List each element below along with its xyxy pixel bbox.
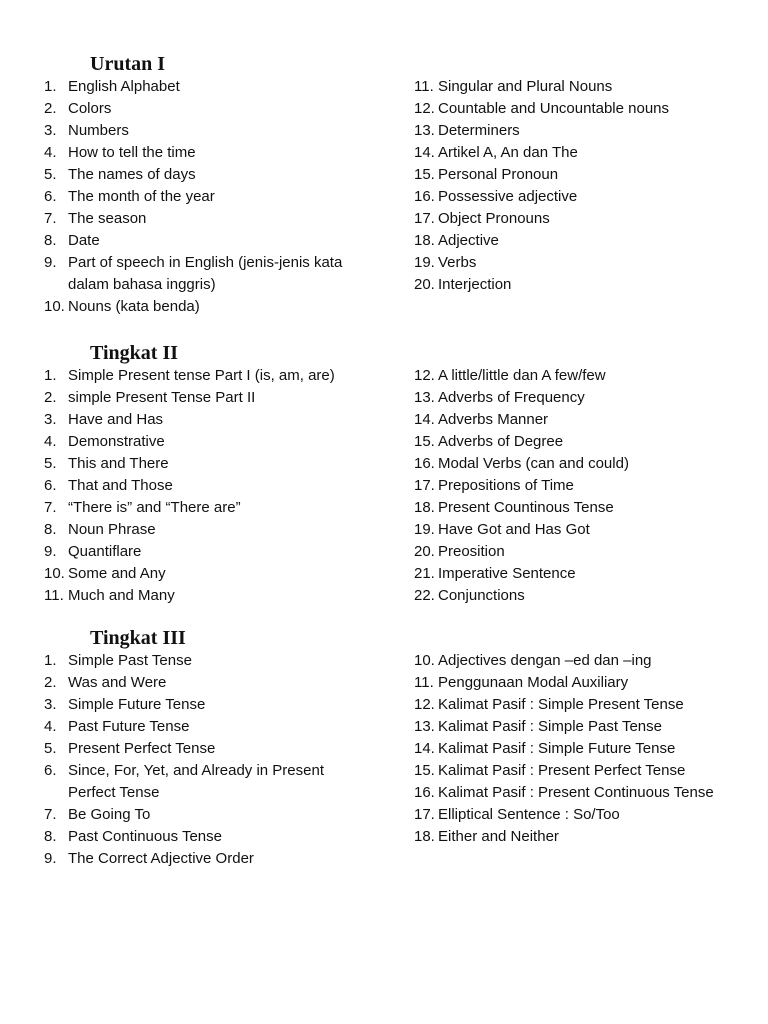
list-item: [44, 186, 374, 208]
item-number: 5.: [44, 166, 57, 183]
item-number: 11.: [414, 78, 434, 95]
item-number: 4.: [44, 144, 57, 161]
list-item: [414, 519, 764, 541]
topic-list-right: [414, 365, 764, 607]
item-text: Adverbs of Degree: [438, 433, 564, 450]
item-text: Part of speech in English (jenis-jenis kata dalam bahasa inggris): [68, 254, 343, 293]
list-item: [44, 98, 374, 120]
list-item: [44, 365, 374, 387]
item-number: 16.: [414, 455, 435, 472]
item-number: 20.: [414, 543, 435, 560]
item-number: 22.: [414, 587, 435, 604]
list-item: [414, 186, 764, 208]
item-text: Kalimat Pasif : Simple Past Tense: [438, 718, 662, 735]
item-text: Kalimat Pasif : Simple Present Tense: [438, 696, 684, 713]
list-item: [44, 541, 374, 563]
list-item: [44, 120, 374, 142]
item-text: Penggunaan Modal Auxiliary: [438, 674, 629, 691]
list-item: [414, 76, 764, 98]
item-text: Nouns (kata benda): [68, 298, 200, 315]
list-item: [44, 716, 374, 738]
item-text: Colors: [68, 100, 112, 117]
item-number: 10.: [44, 565, 65, 582]
item-text: Date: [68, 232, 100, 249]
item-text: Adverbs of Frequency: [438, 389, 585, 406]
item-number: 11.: [414, 674, 434, 691]
list-item: [44, 76, 374, 98]
list-item: [44, 738, 374, 760]
list-item: [44, 296, 374, 318]
item-text: Noun Phrase: [68, 521, 156, 538]
item-number: 14.: [414, 411, 435, 428]
item-text: Interjection: [438, 276, 512, 293]
item-text: Verbs: [438, 254, 477, 271]
item-number: 2.: [44, 100, 57, 117]
item-number: 15.: [414, 433, 435, 450]
item-text: Simple Future Tense: [68, 696, 206, 713]
list-item: [414, 142, 764, 164]
item-number: 17.: [414, 477, 435, 494]
item-text: Determiners: [438, 122, 520, 139]
section-title: Tingkat III: [90, 627, 186, 649]
item-text: Kalimat Pasif : Present Perfect Tense: [438, 762, 686, 779]
topic-list-left: [44, 365, 374, 607]
item-text: Have Got and Has Got: [438, 521, 590, 538]
list-item: [44, 519, 374, 541]
list-item: [44, 387, 374, 409]
item-number: 18.: [414, 232, 435, 249]
item-text: Since, For, Yet, and Already in Present Perfect Tense: [68, 762, 324, 801]
item-number: 6.: [44, 188, 57, 205]
item-number: 14.: [414, 740, 435, 757]
item-text: Imperative Sentence: [438, 565, 576, 582]
item-text: “There is” and “There are”: [68, 499, 241, 516]
list-item: [414, 98, 764, 120]
item-number: 7.: [44, 499, 57, 516]
topic-list-left: [44, 76, 374, 318]
list-item: [44, 142, 374, 164]
list-item: [414, 694, 764, 716]
item-text: Much and Many: [68, 587, 175, 604]
item-text: This and There: [68, 455, 169, 472]
topic-list-left: [44, 650, 374, 870]
list-item: [414, 563, 764, 585]
item-number: 8.: [44, 521, 57, 538]
item-text: Conjunctions: [438, 587, 525, 604]
list-item: [44, 848, 374, 870]
list-item: [414, 738, 764, 760]
item-number: 4.: [44, 433, 57, 450]
item-number: 8.: [44, 828, 57, 845]
item-number: 13.: [414, 122, 435, 139]
list-item: [44, 208, 374, 230]
list-item: [414, 650, 764, 672]
item-number: 6.: [44, 762, 57, 779]
item-text: Simple Past Tense: [68, 652, 192, 669]
item-number: 6.: [44, 477, 57, 494]
list-item: [414, 453, 764, 475]
list-item: [44, 760, 374, 804]
item-number: 11.: [44, 587, 64, 604]
item-number: 16.: [414, 784, 435, 801]
list-item: [414, 804, 764, 826]
list-item: [414, 585, 764, 607]
item-number: 12.: [414, 696, 435, 713]
list-item: [414, 274, 764, 296]
item-number: 8.: [44, 232, 57, 249]
item-text: Have and Has: [68, 411, 164, 428]
list-item: [414, 826, 764, 848]
item-number: 9.: [44, 850, 57, 867]
list-item: [414, 497, 764, 519]
item-text: English Alphabet: [68, 78, 180, 95]
list-item: [44, 650, 374, 672]
item-text: Either and Neither: [438, 828, 559, 845]
item-number: 9.: [44, 254, 57, 271]
item-text: The Correct Adjective Order: [68, 850, 254, 867]
item-text: Artikel A, An dan The: [438, 144, 578, 161]
list-item: [414, 409, 764, 431]
item-text: Simple Present tense Part I (is, am, are): [68, 367, 335, 384]
list-item: [44, 804, 374, 826]
list-item: [414, 230, 764, 252]
item-number: 7.: [44, 806, 57, 823]
item-text: Quantiflare: [68, 543, 142, 560]
item-text: Modal Verbs (can and could): [438, 455, 629, 472]
item-number: 1.: [44, 78, 57, 95]
item-number: 10.: [44, 298, 65, 315]
item-number: 1.: [44, 367, 57, 384]
item-text: Demonstrative: [68, 433, 165, 450]
item-text: Numbers: [68, 122, 129, 139]
item-number: 2.: [44, 674, 57, 691]
item-text: Singular and Plural Nouns: [438, 78, 613, 95]
item-text: That and Those: [68, 477, 173, 494]
item-number: 16.: [414, 188, 435, 205]
item-number: 5.: [44, 455, 57, 472]
list-item: [44, 585, 374, 607]
list-item: [44, 252, 374, 296]
list-item: [414, 120, 764, 142]
item-text: Some and Any: [68, 565, 166, 582]
list-item: [44, 563, 374, 585]
item-text: Object Pronouns: [438, 210, 550, 227]
topic-list-right: [414, 76, 764, 296]
item-number: 10.: [414, 652, 435, 669]
list-item: [414, 782, 764, 804]
item-text: Past Continuous Tense: [68, 828, 222, 845]
section-title: Urutan I: [90, 53, 166, 75]
item-text: The season: [68, 210, 147, 227]
item-number: 2.: [44, 389, 57, 406]
item-text: Kalimat Pasif : Present Continuous Tense: [438, 784, 714, 801]
item-text: Be Going To: [68, 806, 151, 823]
item-text: How to tell the time: [68, 144, 196, 161]
item-number: 14.: [414, 144, 435, 161]
item-number: 18.: [414, 499, 435, 516]
item-number: 13.: [414, 718, 435, 735]
list-item: [44, 672, 374, 694]
list-item: [44, 431, 374, 453]
list-item: [44, 475, 374, 497]
item-number: 19.: [414, 521, 435, 538]
list-item: [414, 672, 764, 694]
item-number: 21.: [414, 565, 435, 582]
item-text: Adjective: [438, 232, 499, 249]
item-number: 3.: [44, 122, 57, 139]
item-text: Preosition: [438, 543, 505, 560]
item-text: Possessive adjective: [438, 188, 578, 205]
item-number: 17.: [414, 210, 435, 227]
list-item: [44, 826, 374, 848]
topic-list-right: [414, 650, 764, 848]
item-text: The month of the year: [68, 188, 215, 205]
section-title: Tingkat II: [90, 342, 179, 364]
item-text: Prepositions of Time: [438, 477, 574, 494]
item-text: Countable and Uncountable nouns: [438, 100, 670, 117]
item-text: Was and Were: [68, 674, 167, 691]
list-item: [44, 230, 374, 252]
item-text: A little/little dan A few/few: [438, 367, 606, 384]
item-text: Past Future Tense: [68, 718, 190, 735]
item-number: 17.: [414, 806, 435, 823]
item-text: Present Countinous Tense: [438, 499, 614, 516]
item-text: Elliptical Sentence : So/Too: [438, 806, 620, 823]
list-item: [414, 387, 764, 409]
list-item: [414, 365, 764, 387]
item-number: 20.: [414, 276, 435, 293]
item-text: Adverbs Manner: [438, 411, 549, 428]
item-number: 15.: [414, 166, 435, 183]
item-text: The names of days: [68, 166, 196, 183]
list-item: [414, 164, 764, 186]
item-number: 3.: [44, 411, 57, 428]
item-number: 13.: [414, 389, 435, 406]
item-number: 1.: [44, 652, 57, 669]
item-number: 12.: [414, 100, 435, 117]
item-text: Present Perfect Tense: [68, 740, 216, 757]
item-number: 19.: [414, 254, 435, 271]
item-number: 18.: [414, 828, 435, 845]
item-number: 15.: [414, 762, 435, 779]
list-item: [44, 164, 374, 186]
item-number: 3.: [44, 696, 57, 713]
list-item: [414, 431, 764, 453]
item-number: 4.: [44, 718, 57, 735]
item-text: Adjectives dengan –ed dan –ing: [438, 652, 652, 669]
item-number: 5.: [44, 740, 57, 757]
list-item: [414, 208, 764, 230]
list-item: [44, 497, 374, 519]
list-item: [414, 475, 764, 497]
list-item: [414, 760, 764, 782]
item-number: 9.: [44, 543, 57, 560]
list-item: [44, 694, 374, 716]
item-text: Personal Pronoun: [438, 166, 559, 183]
item-text: simple Present Tense Part II: [68, 389, 256, 406]
item-text: Kalimat Pasif : Simple Future Tense: [438, 740, 676, 757]
item-number: 7.: [44, 210, 57, 227]
list-item: [44, 453, 374, 475]
list-item: [44, 409, 374, 431]
item-number: 12.: [414, 367, 435, 384]
list-item: [414, 252, 764, 274]
list-item: [414, 716, 764, 738]
list-item: [414, 541, 764, 563]
